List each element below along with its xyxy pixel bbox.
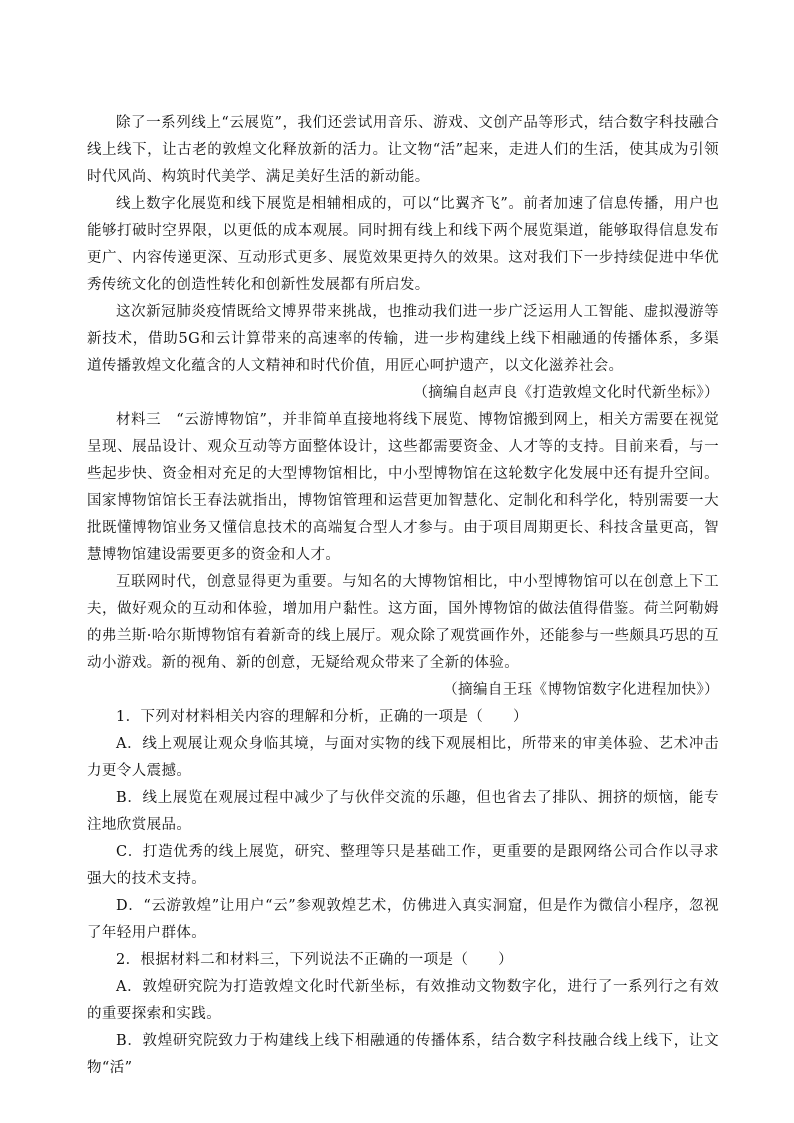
source-citation: （摘编自王珏《博物馆数字化进程加快》） xyxy=(443,682,719,698)
source-citation: （摘编自赵声良《打造敦煌文化时代新坐标》） xyxy=(413,385,719,401)
question-option: C．打造优秀的线上展览，研究、整理等只是基础工作，更重要的是跟网络公司合作以寻求强大的技术支持。 xyxy=(87,844,719,887)
paragraph: 除了一系列线上“云展览”，我们还尝试用音乐、游戏、文创产品等形式，结合数字科技融合线上线下，让古老的敦煌文化释放新的活力。让文物“活”起来，走进人们的生活，使其成为引领时代风尚、构筑时代美学、满足美好生活的新动能。 xyxy=(87,115,719,185)
paragraph: 线上数字化展览和线下展览是相辅相成的，可以“比翼齐飞”。前者加速了信息传播，用户也能够打破时空界限，以更低的成本观展。同时拥有线上和线下两个展览渠道，能够取得信息发布更广、内容传递更深、互动形式更多、展览效果更持久的效果。这对我们下一步持续促进中华优秀传统文化的创造性转化和创新性发展都有所启发。 xyxy=(87,196,719,293)
document-page xyxy=(87,110,719,1082)
question-option: A．敦煌研究院为打造敦煌文化时代新坐标，有效推动文物数字化，进行了一系列行之有效的重要探索和实践。 xyxy=(87,979,719,1022)
paragraph: 互联网时代，创意显得更为重要。与知名的大博物馆相比，中小型博物馆可以在创意上下工夫，做好观众的互动和体验，增加用户黏性。这方面，国外博物馆的做法值得借鉴。荷兰阿勒姆的弗兰斯·哈尔斯博物馆有着新奇的线上展厅。观众除了观赏画作外，还能参与一些颇具巧思的互动小游戏。新的视角、新的创意，无疑给观众带来了全新的体验。 xyxy=(87,574,719,671)
question-option: A．线上观展让观众身临其境，与面对实物的线下观展相比，所带来的审美体验、艺术冲击力更令人震撼。 xyxy=(87,736,719,779)
paragraph: 材料三 “云游博物馆”，并非简单直接地将线下展览、博物馆搬到网上，相关方需要在视觉呈现、展品设计、观众互动等方面整体设计，这些都需要资金、人才等的支持。目前来看，与一些起步快、资金相对充足的大型博物馆相比，中小型博物馆在这轮数字化发展中还有提升空间。国家博物馆馆长王春法就指出，博物馆管理和运营更加智慧化、定制化和科学化，特别需要一大批既懂博物馆业务又懂信息技术的高端复合型人才参与。由于项目周期更长、科技含量更高，智慧博物馆建设需要更多的资金和人才。 xyxy=(87,412,719,563)
question-option: B．敦煌研究院致力于构建线上线下相融通的传播体系，结合数字科技融合线上线下，让文物“活” xyxy=(87,1033,719,1076)
question-option: B．线上展览在观展过程中减少了与伙伴交流的乐趣，但也省去了排队、拥挤的烦恼，能专注地欣赏展品。 xyxy=(87,790,719,833)
paragraph: 这次新冠肺炎疫情既给文博界带来挑战，也推动我们进一步广泛运用人工智能、虚拟漫游等新技术，借助5G和云计算带来的高速率的传输，进一步构建线上线下相融通的传播体系，多渠道传播敦煌文化蕴含的人文精神和时代价值，用匠心呵护遗产，以文化滋养社会。 xyxy=(87,304,719,374)
question-stem: 1．下列对材料相关内容的理解和分析，正确的一项是（ ） xyxy=(116,709,528,725)
question-stem: 2．根据材料二和材料三，下列说法不正确的一项是（ ） xyxy=(116,952,514,968)
question-option: D．“云游敦煌”让用户“云”参观敦煌艺术，仿佛进入真实洞窟，但是作为微信小程序，忽视了年轻用户群体。 xyxy=(87,898,719,941)
